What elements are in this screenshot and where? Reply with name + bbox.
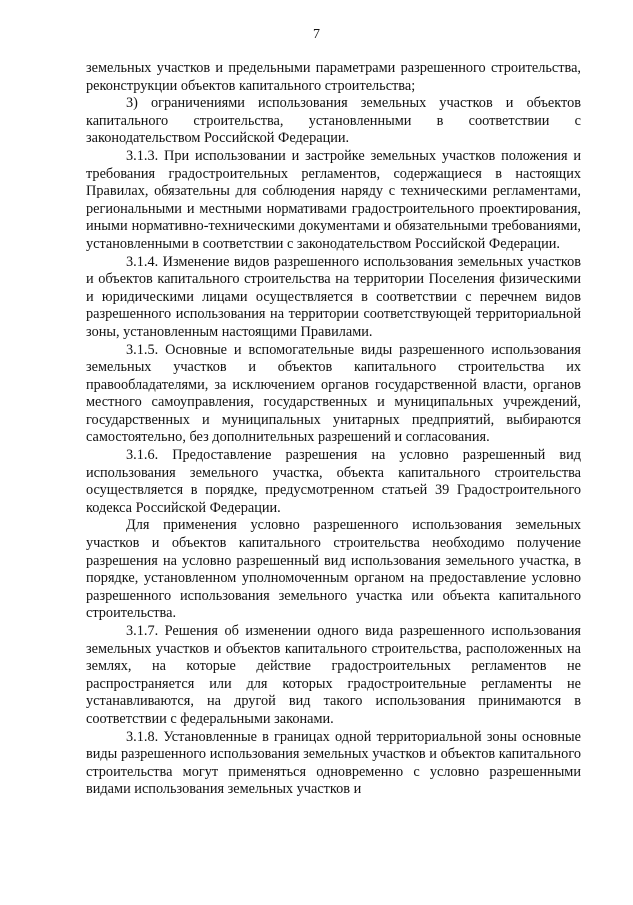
paragraph-clause-3-1-7: 3.1.7. Решения об изменении одного вида разрешенного использования земельных участков и объектов капитального строительства, расположенных на землях, на которые действие градостроительных регламентов не распространяется или для которых градостроительные регламенты не устанавливаются, на другой вид такого использования принимаются в соответствии с федеральными законами. (86, 623, 581, 727)
paragraph-continuation: земельных участков и предельными параметрами разрешенного строительства, реконструкции объектов капитального строительства; (86, 60, 581, 94)
paragraph-clause-3-1-5: 3.1.5. Основные и вспомогательные виды разрешенного использования земельных участков и объектов капитального строительства их правообладателями, за исключением органов государственной власти, органов местного самоуправления, государственных и муниципальных учреждений, государственных и муниципальных унитарных предприятий, выбираются самостоятельно, без дополнительных разрешений и согласования. (86, 341, 581, 446)
paragraph-clause-3-1-4: 3.1.4. Изменение видов разрешенного использования земельных участков и объектов капитального строительства на территории Поселения физическими и юридическими лицами осуществляется в соответствии с перечнем видов разрешенного использования на территории соответствующей территориальной зоны, установленным настоящими Правилами. (86, 253, 581, 340)
paragraph-clause-3-1-3: 3.1.3. При использовании и застройке земельных участков положения и требования градостроительных регламентов, содержащиеся в настоящих Правилах, обязательны для соблюдения наряду с техническими регламентами, региональными и местными нормативами градостроительного проектирования, иными нормативно-техническими документами и обязательными требованиями, установленными в соответствии с законодательством Российской Федерации. (86, 147, 581, 252)
paragraph-clause-3-1-6-continued: Для применения условно разрешенного использования земельных участков и объектов капитального строительства необходимо получение разрешения на условно разрешенный вид использования земельного участка, в порядке, установленном уполномоченным органом на предоставление условно разрешенного использования земельного участка или объекта капитального строительства. (86, 517, 581, 622)
page-number: 7 (313, 27, 320, 42)
paragraph-clause-3-1-6: 3.1.6. Предоставление разрешения на условно разрешенный вид использования земельного участка, объекта капитального строительства осуществляется в порядке, предусмотренном статьей 39 Градостроительного кодекса Российской Федерации. (86, 447, 581, 516)
paragraph-item-3: 3) ограничениями использования земельных участков и объектов капитального строительства, установленными в соответствии с законодательством Российской Федерации. (86, 95, 581, 147)
document-body (86, 60, 581, 799)
paragraph-clause-3-1-8: 3.1.8. Установленные в границах одной территориальной зоны основные виды разрешенного использования земельных участков и объектов капитального строительства могут применяться одновременно с условно разрешенными видами использования земельных участков и (86, 728, 581, 798)
